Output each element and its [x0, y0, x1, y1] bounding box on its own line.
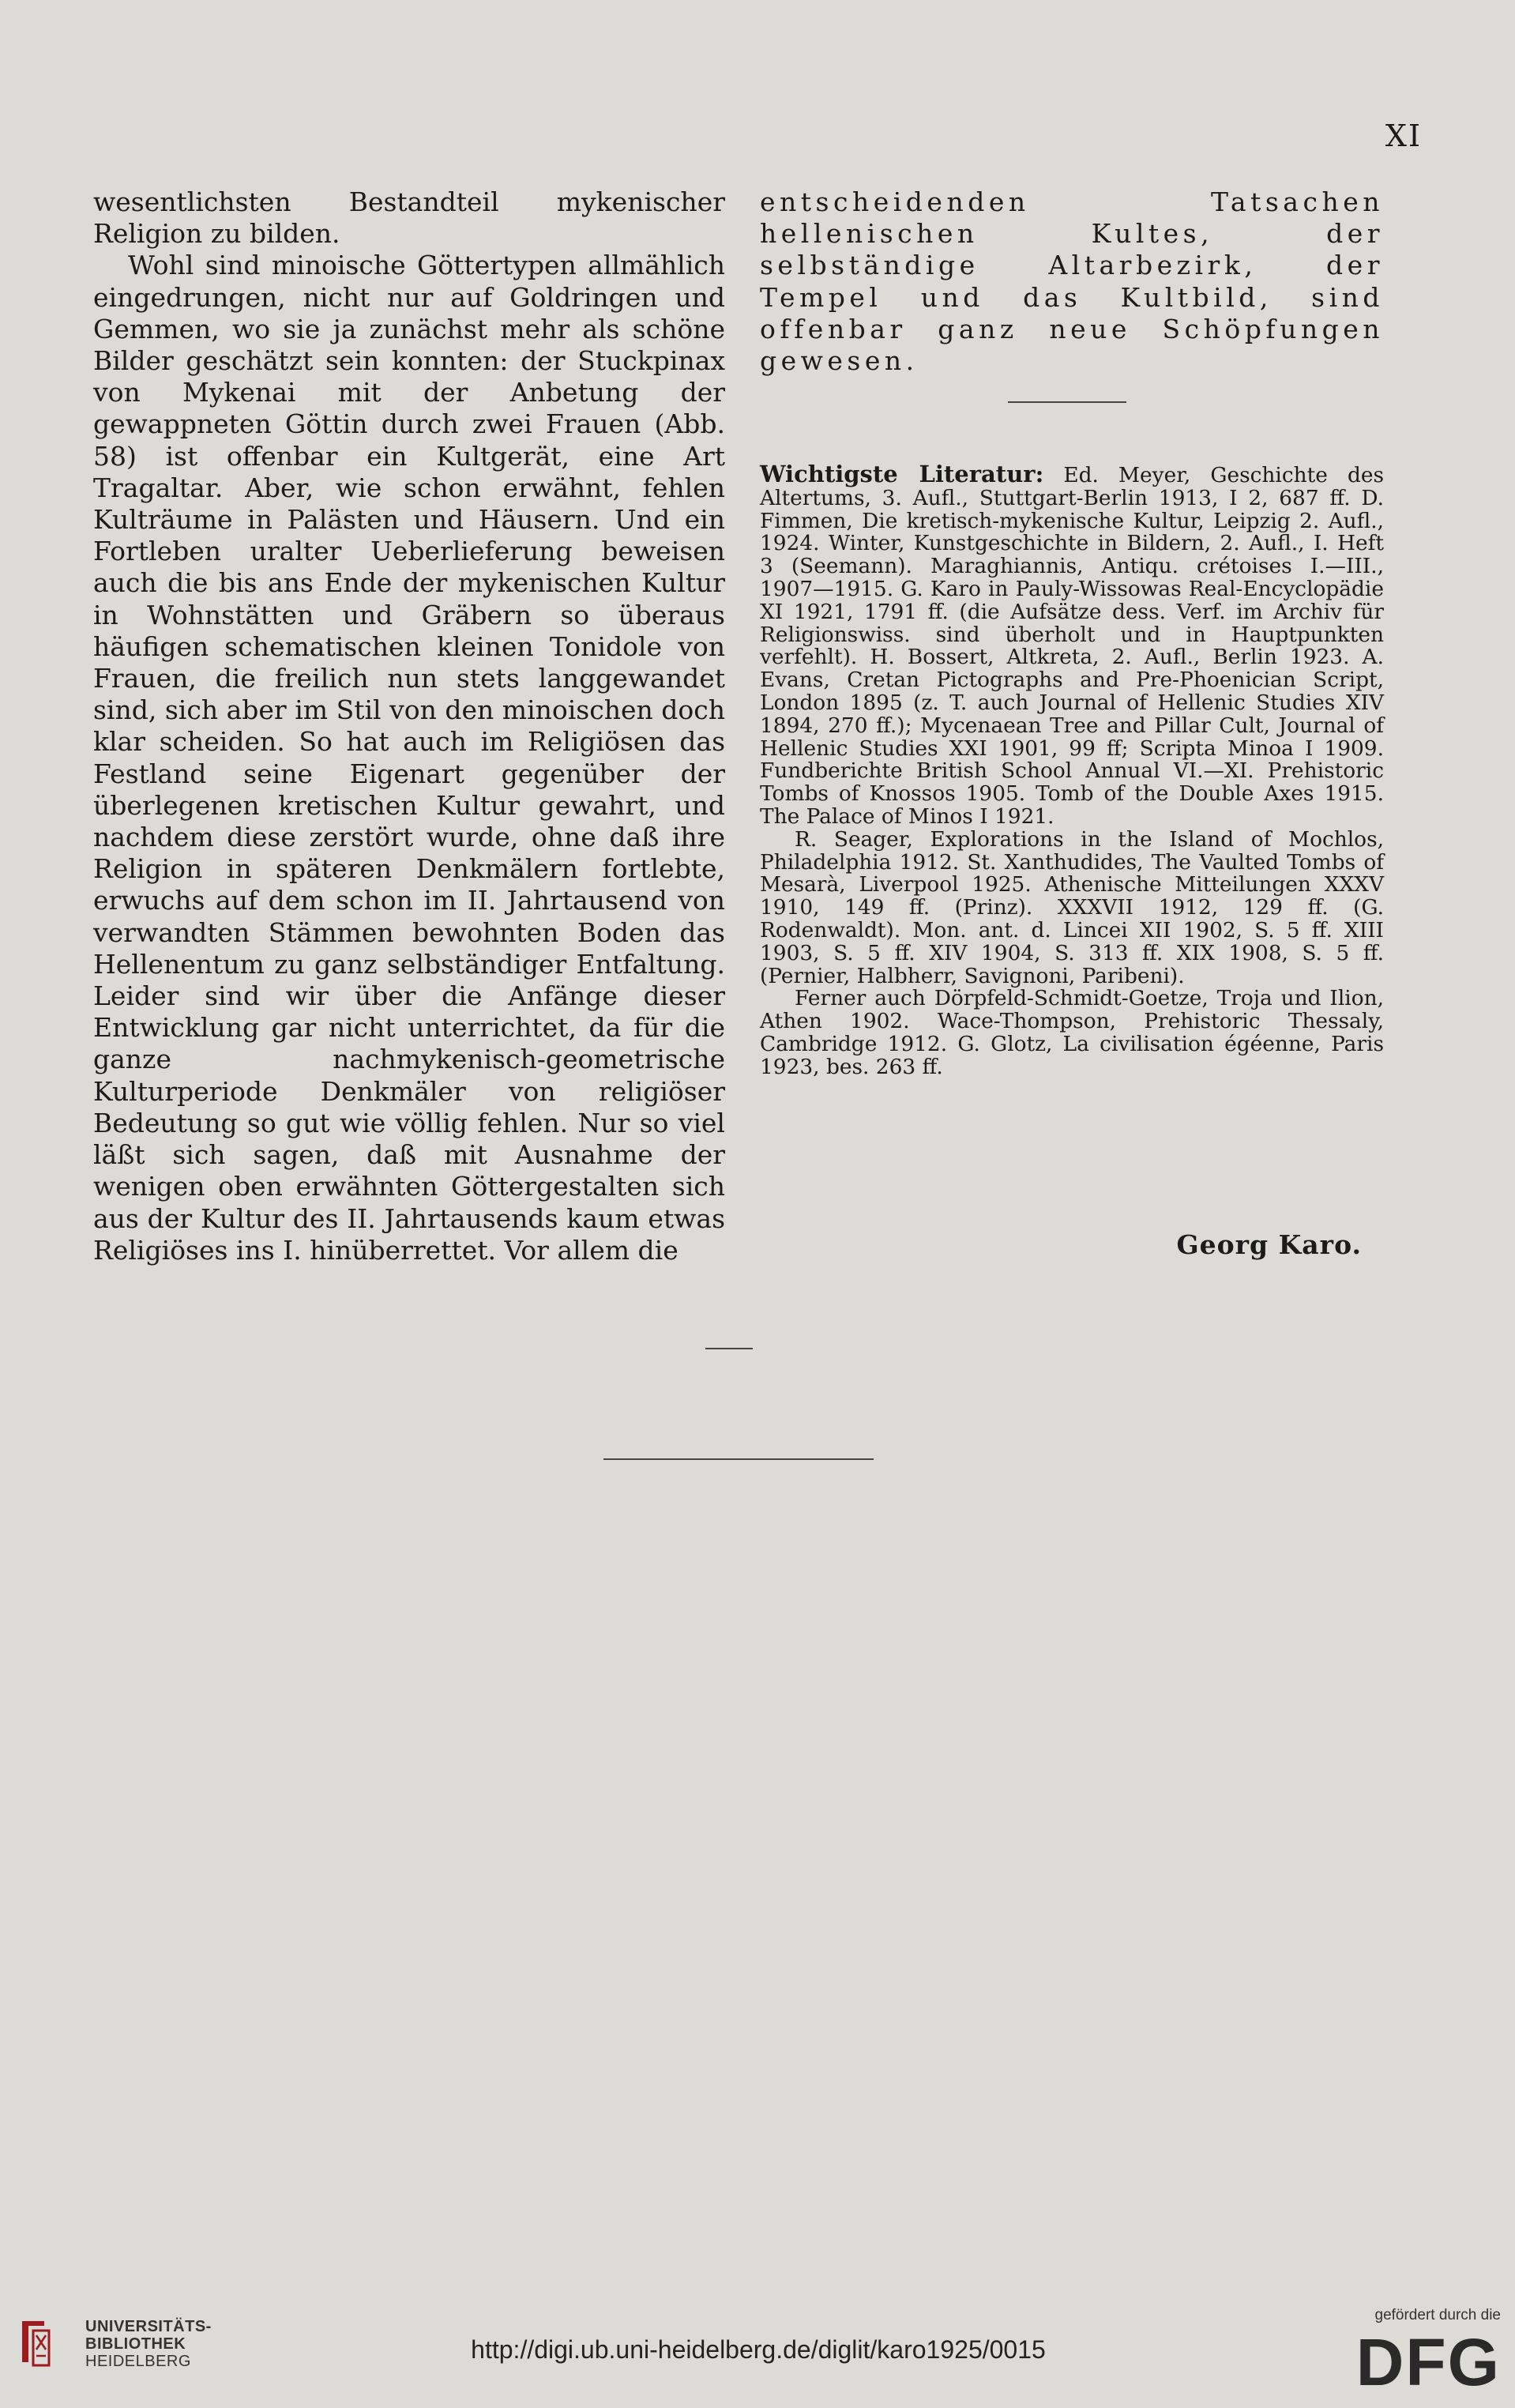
paragraph: entscheidenden Tatsachen hellenischen Kultes, der selbständige Altarbezirk, der Tempel und das Kultbild, sind offenbar ganz neue Schöpfungen gewesen. — [760, 186, 1384, 377]
paragraph: wesentlichsten Bestandteil mykenischer Religion zu bilden. — [93, 186, 725, 250]
author-signature: Georg Karo. — [1176, 1229, 1362, 1260]
right-column-intro — [760, 186, 1384, 377]
end-divider-long — [603, 1458, 874, 1460]
library-emblem-icon — [17, 2315, 81, 2370]
literature-paragraph: R. Seager, Explorations in the Island of Mochlos, Philadelphia 1912. St. Xanthudides, The Vaulted Tombs of Mesarà, Liverpool 1925. Athenische Mitteilungen XXXV 1910, 149 ff. (Prinz). XXXVII 1912, 129 ff. (G. Rodenwaldt). Mon. ant. d. Lincei XII 1902, S. 5 ff. XIII 1903, S. 5 ff. XIV 1904, S. 313 ff. XIX 1908, S. 5 ff. (Pernier, Halbherr, Savignoni, Paribeni). — [760, 826, 1384, 988]
funding-note: gefördert durch die — [1374, 2307, 1501, 2323]
library-logo[interactable] — [17, 2315, 254, 2370]
library-name: UNIVERSITÄTS- BIBLIOTHEK HEIDELBERG — [85, 2318, 212, 2370]
page-number: XI — [1385, 119, 1422, 153]
literature-text: Ed. Meyer, Geschichte des Altertums, 3. Aufl., Stuttgart-Berlin 1913, I 2, 687 ff. D. Fimmen, Die kretisch-mykenische Kultur, Leipzig 2. Aufl., 1924. Winter, Kunstgeschichte in Bildern, 2. Aufl., I. Heft 3 (Seemann). Maraghiannis, Antiqu. crétoises I.—III., 1907—1915. G. Karo in Pauly-Wissowas Real-Encyclopädie XI 1921, 1791 ff. (die Aufsätze dess. Verf. im Archiv für Religionswiss. sind überholt und in Hauptpunkten verfehlt). H. Bossert, Altkreta, 2. Aufl., Berlin 1923. A. Evans, Cretan Pictographs and Pre-Phoenician Script, London 1895 (z. T. auch Journal of Hellenic Studies XIV 1894, 270 ff.); Mycenaean Tree and Pillar Cult, Journal of Hellenic Studies XXI 1901, 99 ff; Scripta Minoa I 1909. Fundberichte British School Annual VI.—XI. Prehistoric Tombs of Knossos 1905. Tomb of the Double Axes 1915. The Palace of Minos I 1921. — [760, 463, 1385, 829]
section-divider — [1008, 401, 1126, 403]
left-column — [93, 186, 725, 1266]
literature-paragraph: Ferner auch Dörpfeld-Schmidt-Goetze, Troja und Ilion, Athen 1902. Wace-Thompson, Prehistoric Thessaly, Cambridge 1912. G. Glotz, La civilisation égéenne, Paris 1923, bes. 263 ff. — [760, 986, 1384, 1079]
dfg-logo: DFG — [1355, 2325, 1501, 2399]
paragraph: Wohl sind minoische Göttertypen allmählich eingedrungen, nicht nur auf Goldringen und Gemmen, wo sie ja zunächst mehr als schöne Bilder geschätzt sein konnten: der Stuckpinax von Mykenai mit der Anbetung der gewappneten Göttin durch zwei Frauen (Abb. 58) ist offenbar ein Kultgerät, eine Art Tragaltar. Aber, wie schon erwähnt, fehlen Kulträume in Palästen und Häusern. Und ein Fortleben uralter Ueberlieferung beweisen auch die bis ans Ende der mykenischen Kultur in Wohnstätten und Gräbern so überaus häufigen schematischen kleinen Tonidole von Frauen, die freilich nun stets langgewandet sind, sich aber im Stil von den minoischen doch klar scheiden. So hat auch im Religiösen das Festland seine Eigenart gegenüber der überlegenen kretischen Kultur gewahrt, und nachdem diese zerstört wurde, ohne daß ihre Religion in späteren Denkmälern fortlebte, erwuchs auf dem schon im II. Jahrtausend von verwandten Stämmen bewohnten Boden das Hellenentum zu ganz selbständiger Entfaltung. Leider sind wir über die Anfänge dieser Entwicklung gar nicht unterrichtet, da für die ganze nachmykenisch-geometrische Kulturperiode Denkmäler von religiöser Bedeutung so gut wie völlig fehlen. Nur so viel läßt sich sagen, daß mit Ausnahme der wenigen oben erwähnten Göttergestalten sich aus der Kultur des II. Jahrtausends kaum etwas Religiöses ins I. hinüberrettet. Vor allem die — [93, 250, 725, 1266]
end-divider-short — [705, 1348, 753, 1349]
literature-paragraph — [760, 463, 1384, 829]
literature-heading: Wichtigste Literatur: — [760, 461, 1044, 487]
source-url[interactable]: http://digi.ub.uni-heidelberg.de/diglit/karo1925/0015 — [471, 2335, 1046, 2364]
literature-section — [760, 463, 1384, 1079]
